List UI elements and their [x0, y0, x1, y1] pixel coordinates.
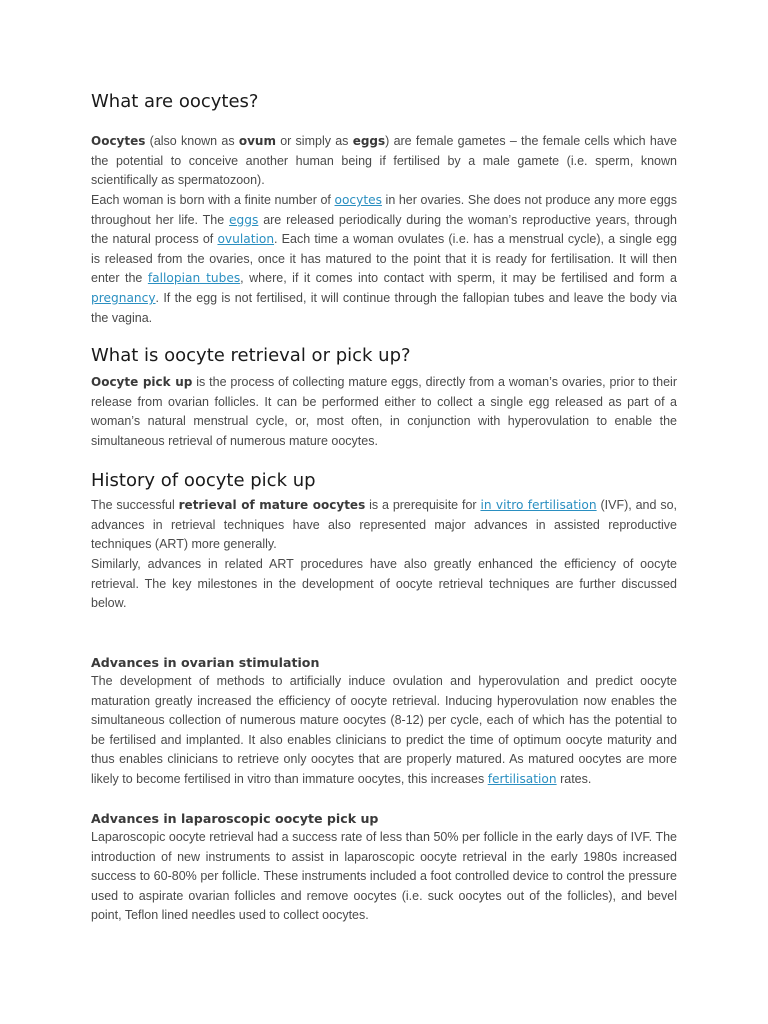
text: in her ovaries. She does not produce any more eggs throughout her life. The: [91, 193, 677, 227]
heading-laparoscopic: Advances in laparoscopic oocyte pick up: [91, 811, 379, 826]
bold-term: retrieval of mature oocytes: [178, 498, 366, 512]
link-pregnancy[interactable]: pregnancy: [91, 290, 156, 305]
bold-term: eggs: [352, 134, 386, 148]
heading-history: History of oocyte pick up: [91, 470, 316, 491]
text: . Each time a woman ovulates (i.e. has a menstrual cycle), a single egg is released from the ovaries, once it has matured to the point that it is ready for fertilisation. It will then enter the: [91, 232, 677, 286]
text: (IVF), and so, advances in retrieval techniques have also represented major advances in assisted reproductive techniques (ART) more generally.: [91, 498, 677, 552]
bold-term: Oocyte pick up: [91, 375, 193, 389]
link-oocytes[interactable]: oocytes: [334, 193, 382, 207]
text: or simply as: [275, 134, 353, 148]
link-fallopian-tubes[interactable]: fallopian tubes: [147, 271, 241, 286]
paragraph-oocytes-definition: [91, 132, 677, 191]
text: The successful: [91, 498, 179, 512]
link-ovulation[interactable]: ovulation: [217, 232, 275, 247]
link-fertilisation[interactable]: fertilisation: [487, 771, 557, 786]
bold-term: Oocytes: [91, 134, 146, 148]
text: (also known as: [145, 134, 239, 148]
text: is the process of collecting mature eggs, directly from a woman’s ovaries, prior to their release from ovarian follicles. It can be performed either to collect a single egg released as part of a woman’s natural menstrual cycle, or, most often, in conjunction with hyperovulation to enable the simultaneous retrieval of numerous mature oocytes.: [91, 375, 677, 448]
paragraph-ovarian-stimulation: [91, 672, 677, 790]
link-ivf[interactable]: in vitro fertilisation: [480, 498, 597, 512]
heading-what-are-oocytes: What are oocytes?: [91, 91, 259, 112]
text: are released periodically during the woman’s reproductive years, through the natural process of: [91, 212, 677, 247]
paragraph-finite-oocytes: [91, 191, 677, 328]
bold-term: ovum: [238, 134, 276, 148]
heading-ovarian-stimulation: Advances in ovarian stimulation: [91, 655, 320, 670]
text: , where, if it comes into contact with sperm, it may be fertilised and form a: [240, 271, 677, 286]
text: rates.: [556, 771, 592, 786]
text: The development of methods to artificially induce ovulation and hyperovulation and predict oocyte maturation greatly increased the efficiency of oocyte retrieval. Inducing hyperovulation now enables the simultaneous collection of numerous mature oocytes (8-12) per cycle, each of which has the potential to be fertilised and implanted. It also enables clinicians to predict the time of optimum oocyte maturity and thus enables clinicians to retrieve only oocytes that are properly matured. As matured oocytes are more likely to become fertilised in vitro than immature oocytes, this increases: [91, 674, 677, 786]
paragraph-history-2: Similarly, advances in related ART procedures have also greatly enhanced the efficiency of oocyte retrieval. The key milestones in the development of oocyte retrieval techniques are further discussed below.: [91, 557, 677, 611]
paragraph-oocyte-pick-up: [91, 373, 677, 451]
paragraph-history-1: [91, 496, 677, 555]
text: . If the egg is not fertilised, it will continue through the fallopian tubes and leave the body via the vagina.: [91, 290, 677, 325]
heading-oocyte-retrieval: What is oocyte retrieval or pick up?: [91, 345, 411, 366]
link-eggs[interactable]: eggs: [229, 212, 259, 227]
paragraph-laparoscopic: Laparoscopic oocyte retrieval had a success rate of less than 50% per follicle in the early days of IVF. The introduction of new instruments to assist in laparoscopic oocyte retrieval in the early 1980s increased success to 60-80% per follicle. These instruments included a foot controlled device to control the pressure used to aspirate ovarian follicles and remove oocytes (i.e. suck oocytes out of the follicles), and bevel point, Teflon lined needles used to collect oocytes.: [91, 830, 677, 923]
text: is a prerequisite for: [365, 498, 481, 512]
text: ) are female gametes – the female cells which have the potential to conceive another human being if fertilised by a male gamete (i.e. sperm, known scientifically as spermatozoon).: [91, 134, 677, 188]
text: Each woman is born with a finite number of: [91, 193, 335, 207]
